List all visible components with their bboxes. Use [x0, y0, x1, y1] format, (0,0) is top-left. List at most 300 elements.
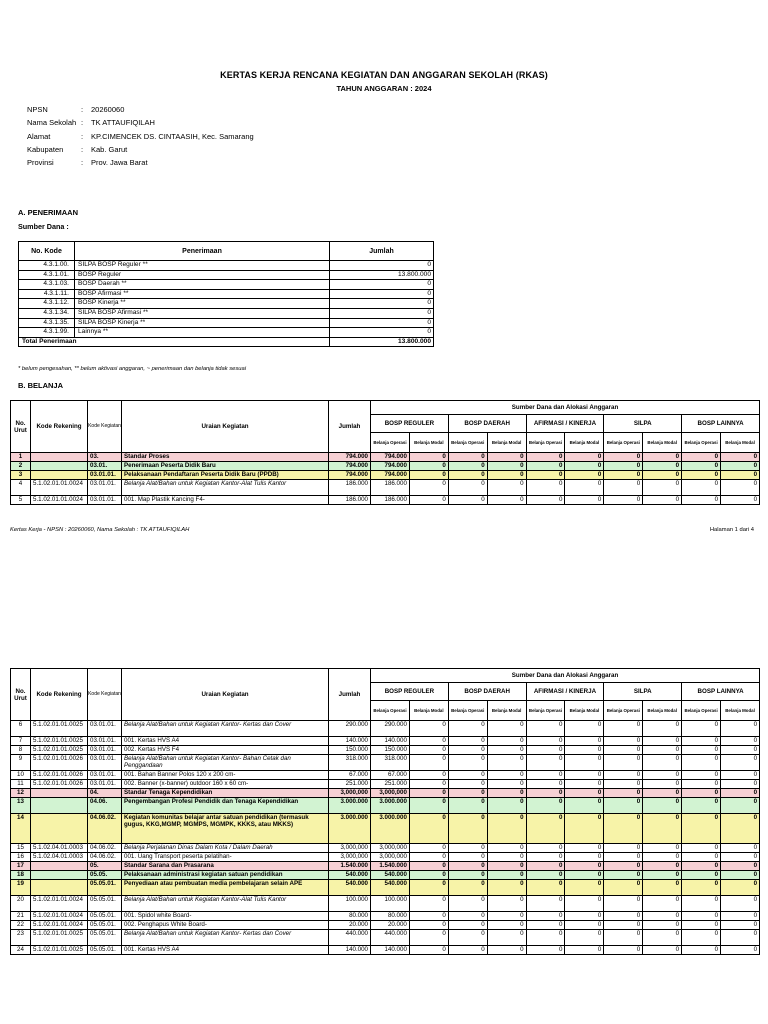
row-alokasi: 0 — [565, 453, 604, 462]
col-header-uraian: Uraian Kegiatan — [122, 401, 329, 453]
row-kode-kegiatan: 03.01. — [88, 462, 122, 471]
row-alokasi: 0 — [487, 462, 526, 471]
row-alokasi: 0 — [448, 737, 487, 746]
col-header-uraian: Uraian Kegiatan — [122, 669, 329, 721]
belanja-row — [11, 921, 760, 930]
row-alokasi: 0 — [604, 755, 643, 771]
row-alokasi: 0 — [643, 496, 682, 505]
row-alokasi: 0 — [643, 844, 682, 853]
row-alokasi: 0 — [565, 862, 604, 871]
row-kode-rekening: 5.1.02.01.01.0025 — [31, 721, 88, 737]
row-alokasi: 0 — [682, 746, 721, 755]
row-alokasi: 0 — [526, 462, 565, 471]
identity-colon: : — [81, 118, 84, 128]
row-alokasi: 251.000 — [371, 780, 410, 789]
row-alokasi: 0 — [409, 496, 448, 505]
row-kode-kegiatan: 03.01.01. — [88, 780, 122, 789]
row-kode-rekening: 5.1.02.01.01.0026 — [31, 771, 88, 780]
row-alokasi: 0 — [487, 844, 526, 853]
row-alokasi: 0 — [487, 862, 526, 871]
row-uraian: 002. Banner (x-banner) outdoor 160 x 60 cm- — [122, 780, 329, 789]
row-alokasi: 0 — [565, 789, 604, 798]
row-alokasi: 0 — [721, 780, 760, 789]
row-alokasi: 0 — [448, 853, 487, 862]
row-alokasi: 0 — [604, 462, 643, 471]
identity-colon: : — [81, 158, 84, 168]
total-label: Total Penerimaan — [19, 337, 330, 347]
row-alokasi: 20.000 — [371, 921, 410, 930]
row-alokasi: 0 — [448, 930, 487, 946]
row-no-urut: 17 — [11, 862, 31, 871]
col-header-belanja-modal: Belanja Modal — [643, 432, 682, 452]
row-alokasi: 0 — [721, 880, 760, 896]
row-alokasi: 0 — [721, 771, 760, 780]
row-alokasi: 0 — [682, 798, 721, 814]
row-alokasi: 0 — [409, 930, 448, 946]
row-alokasi: 0 — [448, 721, 487, 737]
row-kode-rekening: 5.1.02.01.01.0026 — [31, 755, 88, 771]
col-header-no-urut: No. Urut — [11, 669, 31, 721]
row-kode-kegiatan: 05.05.01. — [88, 896, 122, 912]
row-jumlah: 794.000 — [329, 453, 371, 462]
row-alokasi: 0 — [721, 946, 760, 955]
row-alokasi: 0 — [565, 771, 604, 780]
row-alokasi: 0 — [526, 771, 565, 780]
row-alokasi: 0 — [409, 480, 448, 496]
row-jumlah: 80.000 — [329, 912, 371, 921]
row-alokasi: 0 — [565, 871, 604, 880]
row-no-urut: 6 — [11, 721, 31, 737]
row-kode-kegiatan: 05.05.01. — [88, 930, 122, 946]
row-kode-kegiatan: 03.01.01. — [88, 746, 122, 755]
row-uraian: Belanja Alat/Bahan untuk Kegiatan Kantor-Alat Tulis Kantor — [122, 480, 329, 496]
row-alokasi: 0 — [682, 880, 721, 896]
row-no-urut: 22 — [11, 921, 31, 930]
row-kode-kegiatan: 05.05.01. — [88, 921, 122, 930]
penerimaan-jumlah: 0 — [330, 289, 434, 299]
row-no-urut: 10 — [11, 771, 31, 780]
row-jumlah: 140.000 — [329, 946, 371, 955]
row-alokasi: 0 — [526, 896, 565, 912]
row-no-urut: 15 — [11, 844, 31, 853]
row-alokasi: 0 — [448, 789, 487, 798]
row-alokasi: 0 — [604, 780, 643, 789]
row-no-urut: 9 — [11, 755, 31, 771]
row-alokasi: 0 — [448, 814, 487, 844]
identity-row-provinsi — [27, 156, 427, 169]
row-alokasi: 0 — [682, 844, 721, 853]
row-alokasi: 140.000 — [371, 946, 410, 955]
row-alokasi: 0 — [565, 755, 604, 771]
row-kode-kegiatan: 04.06.02. — [88, 844, 122, 853]
row-alokasi: 0 — [526, 737, 565, 746]
row-alokasi: 0 — [643, 921, 682, 930]
row-alokasi: 0 — [643, 912, 682, 921]
row-alokasi: 0 — [604, 880, 643, 896]
row-kode-rekening — [31, 789, 88, 798]
col-header-belanja-operasi: Belanja Operasi — [448, 432, 487, 452]
penerimaan-total-row — [19, 337, 434, 347]
row-kode-rekening: 5.1.02.04.01.0003 — [31, 844, 88, 853]
row-alokasi: 540.000 — [371, 871, 410, 880]
penerimaan-jumlah: 0 — [330, 261, 434, 271]
row-uraian: Standar Sarana dan Prasarana — [122, 862, 329, 871]
row-kode-rekening: 5.1.02.01.01.0024 — [31, 496, 88, 505]
col-header-fund-group: BOSP DAERAH — [448, 415, 526, 432]
row-kode-kegiatan: 05.05.01. — [88, 946, 122, 955]
row-alokasi: 0 — [448, 780, 487, 789]
row-uraian: Penerimaan Peserta Didik Baru — [122, 462, 329, 471]
row-alokasi: 0 — [721, 496, 760, 505]
row-alokasi: 0 — [487, 780, 526, 789]
row-alokasi: 0 — [721, 798, 760, 814]
belanja-row — [11, 844, 760, 853]
row-alokasi: 3.000.000 — [371, 798, 410, 814]
row-alokasi: 0 — [643, 737, 682, 746]
row-alokasi: 0 — [565, 844, 604, 853]
row-kode-kegiatan: 03.01.01. — [88, 471, 122, 480]
row-jumlah: 290.000 — [329, 721, 371, 737]
row-alokasi: 0 — [604, 721, 643, 737]
row-alokasi: 0 — [604, 912, 643, 921]
row-jumlah: 186.000 — [329, 496, 371, 505]
col-header-belanja-modal: Belanja Modal — [565, 432, 604, 452]
row-alokasi: 0 — [448, 771, 487, 780]
col-header-penerimaan: Penerimaan — [75, 242, 330, 261]
belanja-row — [11, 462, 760, 471]
belanja-row — [11, 780, 760, 789]
row-uraian: 001. Uang Transport peserta pelatihan- — [122, 853, 329, 862]
belanja-row — [11, 480, 760, 496]
identity-value: TK ATTAUFIQILAH — [91, 118, 155, 128]
penerimaan-jumlah: 0 — [330, 299, 434, 309]
penerimaan-header-row — [19, 242, 434, 261]
row-kode-rekening: 5.1.02.04.01.0003 — [31, 853, 88, 862]
identity-label: Alamat — [27, 131, 51, 141]
row-kode-rekening: 5.1.02.01.01.0025 — [31, 746, 88, 755]
row-no-urut: 20 — [11, 896, 31, 912]
penerimaan-nama: BOSP Afirmasi ** — [75, 289, 330, 299]
row-jumlah: 1.540.000 — [329, 862, 371, 871]
row-alokasi: 0 — [643, 480, 682, 496]
row-kode-kegiatan: 04. — [88, 789, 122, 798]
identity-row-nama-sekolah — [27, 116, 427, 129]
total-value: 13.800.000 — [330, 337, 434, 347]
row-kode-rekening — [31, 862, 88, 871]
row-alokasi: 0 — [448, 862, 487, 871]
row-no-urut: 7 — [11, 737, 31, 746]
row-alokasi: 0 — [604, 771, 643, 780]
belanja-heading: B. BELANJA — [18, 381, 64, 390]
row-alokasi: 0 — [487, 480, 526, 496]
row-alokasi: 0 — [487, 814, 526, 844]
belanja-row — [11, 771, 760, 780]
col-header-jumlah: Jumlah — [329, 401, 371, 453]
row-alokasi: 0 — [448, 871, 487, 880]
row-alokasi: 186.000 — [371, 480, 410, 496]
row-alokasi: 0 — [643, 721, 682, 737]
row-alokasi: 0 — [682, 853, 721, 862]
row-kode-rekening: 5.1.02.01.01.0024 — [31, 921, 88, 930]
row-alokasi: 0 — [409, 453, 448, 462]
row-alokasi: 0 — [643, 453, 682, 462]
row-alokasi: 0 — [565, 737, 604, 746]
row-alokasi: 0 — [487, 471, 526, 480]
belanja-row — [11, 912, 760, 921]
col-header-sumber-dana: Sumber Dana dan Alokasi Anggaran — [371, 401, 760, 415]
col-header-belanja-modal: Belanja Modal — [643, 700, 682, 720]
footer-left: Kertas Kerja - NPSN : 20260060, Nama Sekolah : TK ATTAUFIQILAH — [10, 527, 190, 533]
row-kode-kegiatan: 03.01.01. — [88, 721, 122, 737]
row-alokasi: 0 — [487, 721, 526, 737]
row-alokasi: 0 — [487, 771, 526, 780]
row-alokasi: 0 — [526, 844, 565, 853]
row-alokasi: 0 — [721, 921, 760, 930]
row-uraian: 001. Bahan Banner Polos 120 x 200 cm- — [122, 771, 329, 780]
row-alokasi: 0 — [565, 798, 604, 814]
row-alokasi: 0 — [604, 921, 643, 930]
row-alokasi: 794.000 — [371, 462, 410, 471]
penerimaan-nama: SILPA BOSP Afirmasi ** — [75, 308, 330, 318]
page-subtitle: TAHUN ANGGARAN : 2024 — [336, 84, 432, 93]
row-uraian: Belanja Alat/Bahan untuk Kegiatan Kantor-Alat Tulis Kantor — [122, 896, 329, 912]
row-no-urut: 3 — [11, 471, 31, 480]
row-jumlah: 186.000 — [329, 480, 371, 496]
row-alokasi: 0 — [643, 862, 682, 871]
row-uraian: 001. Spidol white Board- — [122, 912, 329, 921]
penerimaan-kode: 4.3.1.00. — [19, 261, 75, 271]
row-alokasi: 0 — [721, 471, 760, 480]
row-kode-rekening — [31, 871, 88, 880]
row-alokasi: 0 — [487, 789, 526, 798]
row-alokasi: 0 — [448, 496, 487, 505]
row-alokasi: 0 — [409, 853, 448, 862]
row-alokasi: 0 — [682, 814, 721, 844]
row-alokasi: 0 — [643, 462, 682, 471]
belanja-row — [11, 896, 760, 912]
penerimaan-row — [19, 280, 434, 290]
row-alokasi: 0 — [682, 480, 721, 496]
identity-label: Provinsi — [27, 158, 54, 168]
row-no-urut: 16 — [11, 853, 31, 862]
row-alokasi: 0 — [565, 496, 604, 505]
row-alokasi: 0 — [487, 912, 526, 921]
identity-label: NPSN — [27, 105, 48, 114]
belanja-row — [11, 471, 760, 480]
row-alokasi: 0 — [682, 862, 721, 871]
row-kode-rekening — [31, 453, 88, 462]
row-alokasi: 0 — [526, 946, 565, 955]
row-jumlah: 3.000.000 — [329, 798, 371, 814]
row-kode-rekening — [31, 798, 88, 814]
col-header-belanja-operasi: Belanja Operasi — [371, 432, 410, 452]
row-alokasi: 0 — [565, 480, 604, 496]
row-alokasi: 0 — [643, 814, 682, 844]
row-alokasi: 0 — [721, 844, 760, 853]
penerimaan-jumlah: 0 — [330, 308, 434, 318]
row-alokasi: 0 — [604, 862, 643, 871]
row-alokasi: 0 — [643, 755, 682, 771]
col-header-belanja-modal: Belanja Modal — [487, 432, 526, 452]
row-alokasi: 0 — [604, 896, 643, 912]
penerimaan-jumlah: 13.800.000 — [330, 270, 434, 280]
col-header-fund-group: BOSP REGULER — [371, 683, 449, 700]
row-kode-rekening — [31, 471, 88, 480]
col-header-kode-kegiatan: Kode Kegiatan — [88, 669, 122, 721]
row-alokasi: 0 — [526, 471, 565, 480]
row-jumlah: 794.000 — [329, 462, 371, 471]
row-alokasi: 0 — [604, 844, 643, 853]
row-alokasi: 0 — [487, 853, 526, 862]
penerimaan-nama: SILPA BOSP Reguler ** — [75, 261, 330, 271]
col-header-fund-group: SILPA — [604, 415, 682, 432]
row-no-urut: 11 — [11, 780, 31, 789]
col-header-belanja-operasi: Belanja Operasi — [526, 432, 565, 452]
col-header-belanja-operasi: Belanja Operasi — [604, 432, 643, 452]
row-kode-kegiatan: 03.01.01. — [88, 496, 122, 505]
row-kode-kegiatan: 03.01.01. — [88, 771, 122, 780]
row-jumlah: 67.000 — [329, 771, 371, 780]
row-alokasi: 0 — [682, 755, 721, 771]
row-alokasi: 794.000 — [371, 471, 410, 480]
identity-colon: : — [81, 131, 84, 141]
row-uraian: Standar Tenaga Kependidikan — [122, 789, 329, 798]
row-no-urut: 19 — [11, 880, 31, 896]
row-alokasi: 0 — [526, 871, 565, 880]
row-alokasi: 0 — [526, 853, 565, 862]
row-alokasi: 0 — [565, 912, 604, 921]
row-alokasi: 140.000 — [371, 737, 410, 746]
row-alokasi: 0 — [604, 789, 643, 798]
row-alokasi: 0 — [448, 946, 487, 955]
row-alokasi: 0 — [604, 480, 643, 496]
row-alokasi: 0 — [565, 780, 604, 789]
col-header-belanja-operasi: Belanja Operasi — [682, 432, 721, 452]
row-uraian: Kegiatan komunitas belajar antar satuan pendidikan (termasuk gugus, KKG,MGMP, MGMPS, MGMPK, KKKS, atau MKKS) — [122, 814, 329, 844]
col-header-fund-group: BOSP DAERAH — [448, 683, 526, 700]
row-kode-rekening: 5.1.02.01.01.0024 — [31, 912, 88, 921]
row-alokasi: 0 — [565, 746, 604, 755]
row-alokasi: 0 — [643, 871, 682, 880]
row-no-urut: 12 — [11, 789, 31, 798]
penerimaan-nama: BOSP Kinerja ** — [75, 299, 330, 309]
identity-row-alamat — [27, 130, 427, 143]
penerimaan-kode: 4.3.1.11. — [19, 289, 75, 299]
row-kode-kegiatan: 04.06. — [88, 798, 122, 814]
col-header-fund-group: AFIRMASI / KINERJA — [526, 415, 604, 432]
row-alokasi: 0 — [448, 453, 487, 462]
row-jumlah: 3,000,000 — [329, 853, 371, 862]
row-alokasi: 3,000,000 — [371, 853, 410, 862]
row-alokasi: 0 — [409, 737, 448, 746]
penerimaan-row — [19, 299, 434, 309]
row-jumlah: 540.000 — [329, 871, 371, 880]
identity-value: Prov. Jawa Barat — [91, 158, 148, 168]
row-alokasi: 0 — [487, 896, 526, 912]
belanja-row — [11, 453, 760, 462]
row-alokasi: 0 — [448, 746, 487, 755]
row-jumlah: 150.000 — [329, 746, 371, 755]
col-header-belanja-modal: Belanja Modal — [721, 432, 760, 452]
row-alokasi: 0 — [526, 862, 565, 871]
row-alokasi: 0 — [682, 471, 721, 480]
row-alokasi: 0 — [565, 853, 604, 862]
row-kode-kegiatan: 03.01.01. — [88, 737, 122, 746]
row-jumlah: 794.000 — [329, 471, 371, 480]
row-alokasi: 0 — [721, 871, 760, 880]
col-header-fund-group: BOSP LAINNYA — [682, 415, 760, 432]
row-alokasi: 0 — [604, 496, 643, 505]
row-alokasi: 0 — [409, 462, 448, 471]
row-alokasi: 0 — [604, 853, 643, 862]
row-alokasi: 0 — [409, 896, 448, 912]
row-alokasi: 0 — [643, 771, 682, 780]
row-alokasi: 0 — [409, 921, 448, 930]
row-alokasi: 540.000 — [371, 880, 410, 896]
row-alokasi: 0 — [448, 471, 487, 480]
row-uraian: Pelaksanaan administrasi kegiatan satuan pendidikan — [122, 871, 329, 880]
penerimaan-row — [19, 270, 434, 280]
row-kode-rekening: 5.1.02.01.01.0024 — [31, 896, 88, 912]
row-alokasi: 0 — [409, 746, 448, 755]
row-uraian: 002. Kertas HVS F4 — [122, 746, 329, 755]
row-uraian: Standar Proses — [122, 453, 329, 462]
row-uraian: Belanja Alat/Bahan untuk Kegiatan Kantor- Bahan Cetak dan Penggandaan — [122, 755, 329, 771]
row-alokasi: 0 — [721, 853, 760, 862]
belanja-row — [11, 755, 760, 771]
row-alokasi: 0 — [526, 780, 565, 789]
row-alokasi: 0 — [526, 480, 565, 496]
row-alokasi: 0 — [487, 737, 526, 746]
penerimaan-nama: Lainnya ** — [75, 328, 330, 338]
row-alokasi: 0 — [448, 755, 487, 771]
row-alokasi: 3,000,000 — [371, 789, 410, 798]
row-alokasi: 0 — [682, 921, 721, 930]
identity-label: Nama Sekolah — [27, 118, 77, 128]
identity-row-kabupaten — [27, 143, 427, 156]
identity-row-npsn — [27, 103, 427, 116]
row-alokasi: 0 — [409, 814, 448, 844]
belanja-row — [11, 946, 760, 955]
row-kode-rekening — [31, 462, 88, 471]
page-number: Halaman 1 dari 4 — [709, 527, 754, 533]
col-header-belanja-operasi: Belanja Operasi — [526, 700, 565, 720]
penerimaan-jumlah: 0 — [330, 318, 434, 328]
row-alokasi: 0 — [487, 880, 526, 896]
row-uraian: Belanja Perjalanan Dinas Dalam Kota / Dalam Daerah — [122, 844, 329, 853]
col-header-jumlah: Jumlah — [329, 669, 371, 721]
row-alokasi: 0 — [643, 853, 682, 862]
row-alokasi: 0 — [487, 496, 526, 505]
col-header-fund-group: BOSP REGULER — [371, 415, 449, 432]
penerimaan-row — [19, 318, 434, 328]
row-alokasi: 0 — [409, 471, 448, 480]
penerimaan-row — [19, 308, 434, 318]
row-alokasi: 0 — [643, 880, 682, 896]
row-uraian: Belanja Alat/Bahan untuk Kegiatan Kantor- Kertas dan Cover — [122, 930, 329, 946]
identity-label: Kabupaten — [27, 144, 64, 154]
belanja-row — [11, 496, 760, 505]
row-kode-kegiatan: 04.06.02. — [88, 853, 122, 862]
penerimaan-nama: SILPA BOSP Kinerja ** — [75, 318, 330, 328]
row-alokasi: 0 — [721, 930, 760, 946]
row-alokasi: 0 — [682, 871, 721, 880]
row-alokasi: 0 — [409, 912, 448, 921]
row-alokasi: 0 — [721, 789, 760, 798]
row-alokasi: 0 — [448, 921, 487, 930]
row-kode-kegiatan: 03.01.01. — [88, 480, 122, 496]
row-alokasi: 0 — [526, 453, 565, 462]
